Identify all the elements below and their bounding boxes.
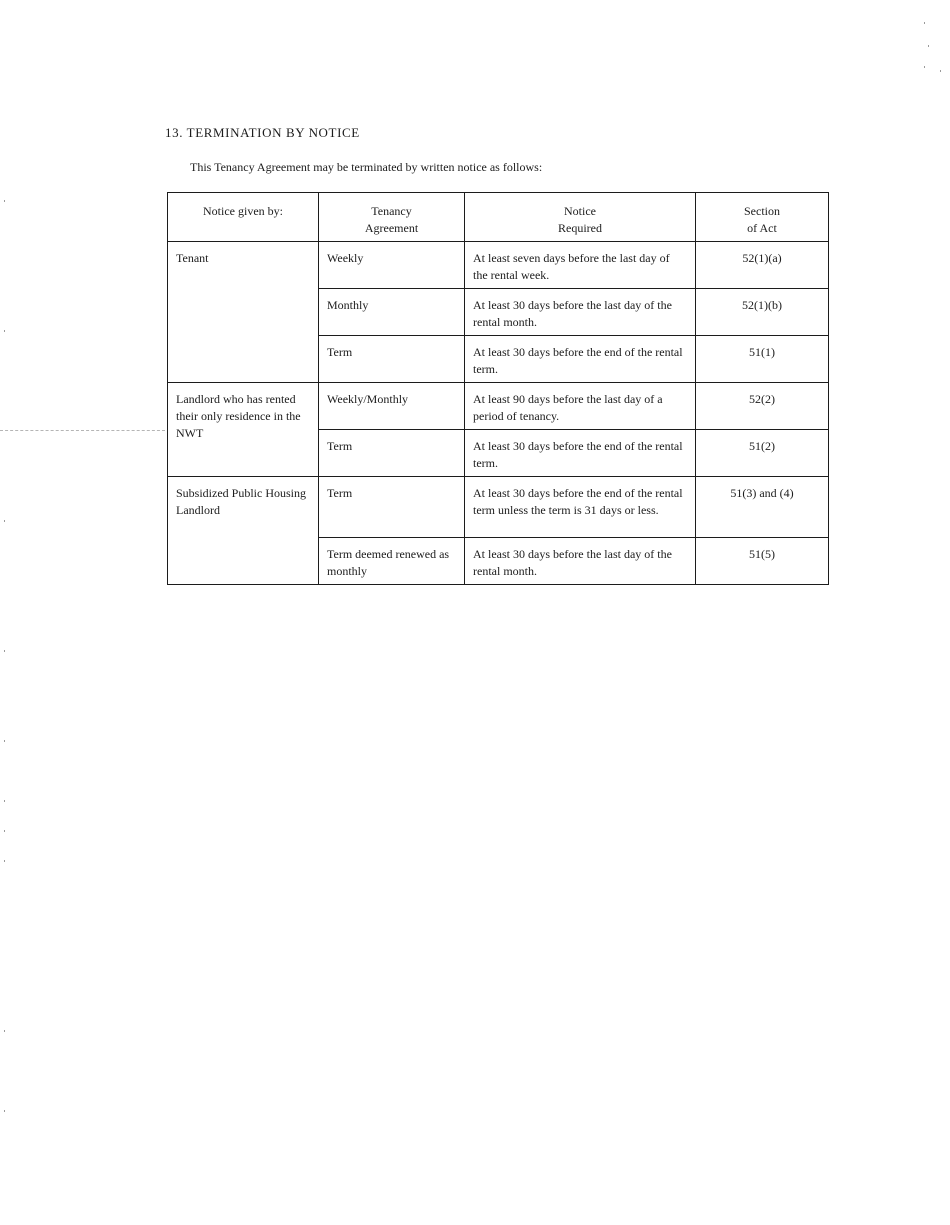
section-intro: This Tenancy Agreement may be terminated by written notice as follows:	[190, 160, 543, 174]
agreement-cell: Weekly/Monthly	[319, 383, 465, 430]
header-section-of-act-line1: Section	[744, 204, 780, 218]
party-cell-subsidized-landlord: Subsidized Public Housing Landlord	[168, 477, 319, 585]
section-heading: 13. TERMINATION BY NOTICE	[165, 125, 360, 140]
table-row	[168, 477, 829, 538]
notice-cell: At least 30 days before the end of the rental term unless the term is 31 days or less.	[465, 477, 696, 538]
notice-cell: At least 30 days before the last day of the rental month.	[465, 538, 696, 585]
party-cell-tenant: Tenant	[168, 242, 319, 383]
header-section-of-act	[696, 193, 829, 242]
notice-cell: At least 30 days before the end of the rental term.	[465, 430, 696, 477]
header-tenancy-agreement	[319, 193, 465, 242]
notice-cell: At least 30 days before the end of the rental term.	[465, 336, 696, 383]
section-cell: 51(1)	[696, 336, 829, 383]
section-cell: 52(1)(b)	[696, 289, 829, 336]
table-row	[168, 242, 829, 289]
termination-notice-table	[167, 192, 829, 585]
section-cell: 51(2)	[696, 430, 829, 477]
agreement-cell: Weekly	[319, 242, 465, 289]
section-cell: 52(1)(a)	[696, 242, 829, 289]
header-notice-given-by	[168, 193, 319, 242]
section-cell: 52(2)	[696, 383, 829, 430]
table-header-row	[168, 193, 829, 242]
section-cell: 51(3) and (4)	[696, 477, 829, 538]
notice-cell: At least 30 days before the last day of the rental month.	[465, 289, 696, 336]
agreement-cell: Term	[319, 430, 465, 477]
notice-cell: At least seven days before the last day of the rental week.	[465, 242, 696, 289]
agreement-cell: Term deemed renewed as monthly	[319, 538, 465, 585]
agreement-cell: Monthly	[319, 289, 465, 336]
header-tenancy-agreement-line1: Tenancy	[371, 204, 412, 218]
section-cell: 51(5)	[696, 538, 829, 585]
header-notice-required-line1: Notice	[564, 204, 596, 218]
table-row	[168, 383, 829, 430]
notice-cell: At least 90 days before the last day of a period of tenancy.	[465, 383, 696, 430]
party-cell-landlord: Landlord who has rented their only residence in the NWT	[168, 383, 319, 477]
header-tenancy-agreement-line2: Agreement	[364, 221, 419, 235]
header-notice-given-by-text: Notice given by:	[203, 204, 283, 218]
agreement-cell: Term	[319, 477, 465, 538]
scan-line-artifact	[0, 430, 165, 431]
agreement-cell: Term	[319, 336, 465, 383]
header-notice-required-line2: Required	[558, 221, 602, 235]
header-notice-required	[465, 193, 696, 242]
header-section-of-act-line2: of Act	[747, 221, 777, 235]
